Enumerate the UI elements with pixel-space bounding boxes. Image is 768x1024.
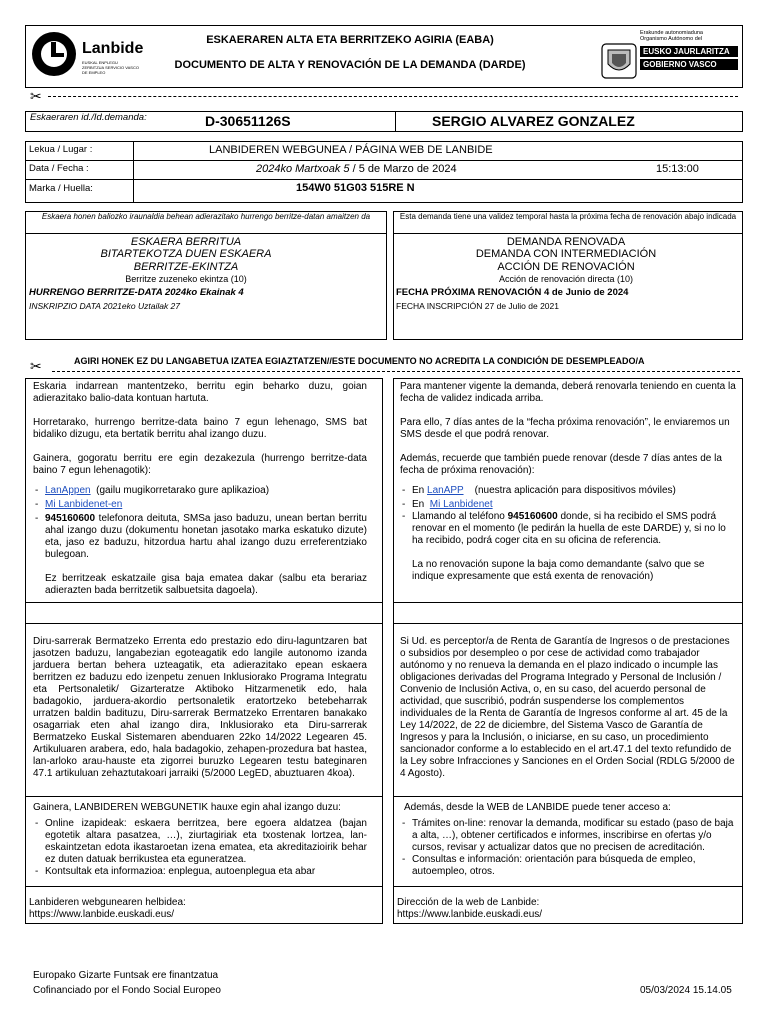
place-value: LANBIDEREN WEBGUNEA / PÁGINA WEB DE LANBIDE [209, 144, 493, 156]
gov-line1: Erakunde autonomiaduna [640, 30, 703, 36]
eu-address[interactable]: https://www.lanbide.euskadi.eus/ [29, 909, 175, 920]
es-web-section [400, 802, 736, 878]
renewal-action-es: Acción de renovación directa (10) [498, 274, 634, 284]
eu-option-lanapp: - LanAppen (gailu mugikorretarako gure aplikazioa) [33, 485, 367, 497]
milanbidenet-link-eu[interactable]: Mi Lanbidenet-en [45, 499, 123, 510]
lanbide-logo [30, 28, 144, 84]
time-value: 15:13:00 [656, 163, 699, 175]
es-option-phone: - Llamando al teléfono 945160600 donde, si ha recibido el SMS podrá renovar en el momento (le pedirán la huella de este DARDE) y, si no lo ha recibido, podrá coger cita en su oficina de referencia. [400, 511, 736, 547]
scissors-icon: ✂ [30, 88, 42, 104]
eu-paragraph-2: Horretarako, hurrengo berritze-data baino 7 egun lehenago, SMS bat bidaliko dizugu, eta bertatik berritu ahal izango duzu. [33, 417, 367, 440]
eu-renew-options [33, 485, 367, 561]
scissors-icon-2: ✂ [30, 358, 42, 374]
date-es: / 5 de Marzo de 2024 [349, 163, 457, 175]
date-eu: 2024ko Martxoak 5 [256, 163, 350, 175]
renewal-next-date-es: FECHA PRÓXIMA RENOVACIÓN 4 de Junio de 2024 [396, 287, 629, 298]
footer-timestamp: 05/03/2024 15.14.05 [640, 985, 732, 996]
eu-option-milanbidenet [33, 499, 367, 511]
lanapp-link-es[interactable]: LanAPP [427, 485, 464, 496]
eu-web-consult: - Kontsultak eta informazioa: enplegua, autoenplegua eta abar [33, 866, 367, 878]
title-eu: ESKAERAREN ALTA ETA BERRITZEKO AGIRIA (EABA) [206, 34, 494, 46]
mark-value: 154W0 51G03 515RE N [296, 182, 415, 194]
footer-line-1: Europako Gizarte Funtsak ere finantzatua [33, 970, 219, 981]
eu-paragraph-4: Ez berritzeak eskatzaile gisa baja ematea dakar (salbu eta berariaz adierazten bada berritzetik salbuetsita dagoela). [45, 573, 367, 596]
renewal-status1-es: DEMANDA RENOVADA [506, 236, 626, 248]
renewal-note-eu: Eskaera honen baliozko iraunaldia behean adierazitako hurrengo berritze-datan amaitzen da [41, 212, 371, 221]
renewal-note-es: Esta demanda tiene una validez temporal hasta la próxima fecha de renovación abajo indicada [399, 212, 737, 221]
es-paragraph-3: Además, recuerde que también puede renovar (desde 7 días antes de la fecha de próxima renovación): [400, 453, 722, 476]
date-label: Data / Fecha : [29, 163, 89, 174]
demand-id-label: Eskaeraren id./Id.demanda: [30, 112, 147, 123]
date-value [256, 163, 457, 175]
es-paragraph-6: Además, desde la WEB de LANBIDE puede tener acceso a: [404, 802, 671, 813]
demand-id-value: D-30651126S [205, 113, 291, 129]
cut-line-top [30, 90, 738, 102]
renewal-status3-eu: BERRITZE-EKINTZA [133, 261, 239, 273]
renewal-status2-eu: BITARTEKOTZA DUEN ESKAERA [100, 248, 272, 260]
gov-line2: Organismo Autónomo del [640, 36, 703, 42]
eu-paragraph-3: Gainera, gogoratu berritu ere egin dezakezula (hurrengo berritze-data baino 7 egun lehenagotik): [33, 453, 367, 476]
applicant-name: SERGIO ALVAREZ GONZALEZ [432, 113, 635, 129]
es-web-options [400, 818, 736, 878]
renewal-next-date-eu: HURRENGO BERRITZE-DATA 2024ko Ekainak 4 [29, 287, 244, 298]
eu-paragraph-5: Diru-sarrerak Bermatzeko Errenta edo prestazio edo diru-laguntzaren bat jasotzen baduzu, langabezian egoteagatik edo langile autonomo izanda jarduera bertan behera uzteagatik, eta adierazitako epean eskaera berritzen ez baduzu edo izenpetu zenuen Inklusiorako Programa Integratu eta Pertsonaletik/ Gizarteratze Aktiboko Hitzarmenetik edo, hala badagokio, jarduera-akordio pertsonaletik eratortzeko betebeharrak urratzen baldin badituzu, Diru-sarrerak Bermatzeko Errentaren banakako osagarriak eten ahal izango dira, Inklusiorako eta Diru-sarrerak Bermatzeko Euskal Sistemaren abenduaren 22ko 14/2022 Legearen 45. Artikuluaren arabera, edo, hala badagokio, zehapen-prozedura bat hastea, lan-arloko arau-hauste eta zigorrei buruzko Legearen testu bateginaren 47.1 artikuluan zehaztutakoari jarraiki (5/2000 LegED, abuztuaren 4koa). [33, 636, 367, 779]
footer-line-2: Cofinanciado por el Fondo Social Europeo [33, 985, 221, 996]
logo-text: Lanbide [82, 40, 144, 57]
eu-web-online: - Online izapideak: eskaera berritzea, bere egoera aldatzea (bajan egotetik altara pasatzea, …), ziurtagiriak eta txostenak lortzea, lan-eskaintzetan edota ikastaroetan izena ematea, eta akreditazioirik behar ez duten datuak berrikustea eta eguneratzea. [33, 818, 367, 866]
phone-number-es: 945160600 [507, 511, 558, 522]
es-paragraph-4: La no renovación supone la baja como demandante (salvo que se indique expresamente que está exenta de renovación) [412, 559, 705, 582]
lanbide-logo-icon [30, 30, 78, 78]
renewal-status3-es: ACCIÓN DE RENOVACIÓN [497, 261, 635, 273]
place-label: Lekua / Lugar : [29, 144, 93, 155]
eu-web-section [33, 802, 367, 878]
eu-paragraph-6: Gainera, LANBIDEREN WEBGUNETIK hauxe egin ahal izango duzu: [33, 802, 341, 813]
es-web-consult: - Consultas e información: orientación para búsqueda de empleo, autoempleo, otros. [400, 854, 736, 878]
eu-address-label: Lanbideren webgunearen helbidea: [29, 897, 186, 908]
eu-web-options [33, 818, 367, 878]
es-web-online: - Trámites on-line: renovar la demanda, modificar su estado (paso de baja a alta, …), obtener certificados e informes, inscribirse en ofertas y/o cursos, revisar y actualizar datos que no precisen de acreditación. [400, 818, 736, 854]
renewal-status2-es: DEMANDA CON INTERMEDIACIÓN [475, 248, 657, 260]
milanbidenet-link-es[interactable]: Mi Lanbidenet [429, 499, 493, 510]
renewal-status1-eu: ESKAERA BERRITUA [130, 236, 242, 248]
es-paragraph-2: Para ello, 7 días antes de la “fecha próxima renovación”, le enviaremos un SMS desde el que podrá renovar. [400, 417, 730, 440]
es-paragraph-5: Si Ud. es perceptor/a de Renta de Garantía de Ingresos o de prestaciones o subsidios por desempleo o por cese de actividad como trabajador autónomo y no renueva la demanda en el plazo indicado o incumple las obligaciones derivadas del Programa Integrado y Personal de Inclusión / Convenio de Inclusión Activa, o, en su caso, del acuerdo personal de actividad, que suscribió, podrán suspenderse los complementos individuales de la Renta de Garantía de Ingresos conforme al art. 45 de la Ley 14/2022, de 22 de diciembre, del Sistema Vasco de Garantía de Ingresos y para la Inclusión, o iniciarse, en su caso, un procedimiento sancionador conforme a lo establecido en el art.47.1 del texto refundido de la Ley sobre Infracciones y Sanciones en el Orden Social (RDLG 5/2000 de 4 Agosto). [400, 636, 735, 779]
eu-paragraph-1: Eskaria indarrean mantentzeko, berritu egin beharko duzu, goian adierazitako balio-data kontuan hartuta. [33, 381, 367, 404]
title-es: DOCUMENTO DE ALTA Y RENOVACIÓN DE LA DEMANDA (DARDE) [174, 59, 526, 71]
es-renew-options [400, 485, 736, 547]
es-address[interactable]: https://www.lanbide.euskadi.eus/ [397, 909, 543, 920]
es-option-milanbidenet: - En Mi Lanbidenet [400, 499, 736, 511]
es-paragraph-1: Para mantener vigente la demanda, deberá renovarla teniendo en cuenta la fecha de validez indicada arriba. [400, 381, 736, 404]
logo-subtext: EUSKAL ENPLEGU ZERBITZUA SERVICIO VASCO DE EMPLEO [82, 60, 139, 75]
mark-label: Marka / Huella: [29, 183, 93, 194]
eu-option-phone: - 945160600 telefonora deituta, SMSa jaso baduzu, unean bertan berritu ahal izango duzu (dokumentu honetan jasotako marka eskatuko dizute) eta, jaso ez baduzu, hitzordua hartu ahal izango duzu erreferentziako bulegoan. [33, 513, 367, 561]
renewal-action-eu: Berritze zuzeneko ekintza (10) [125, 274, 247, 284]
notice-cut-line [30, 354, 740, 378]
es-option-lanapp: - En LanAPP (nuestra aplicación para dispositivos móviles) [400, 485, 736, 497]
renewal-insc-date-eu: INSKRIPZIO DATA 2021eko Uztailak 27 [29, 301, 181, 311]
renewal-insc-date-es: FECHA INSCRIPCIÓN 27 de Julio de 2021 [396, 301, 559, 311]
gov-name2: GOBIERNO VASCO [640, 59, 738, 70]
lanapp-link-eu[interactable]: LanAppen [45, 485, 91, 496]
phone-number-eu: 945160600 [45, 513, 96, 524]
eu-text-section-1 [33, 381, 367, 597]
gobierno-vasco-logo [598, 30, 740, 82]
gov-name1: EUSKO JAURLARITZA [640, 46, 738, 57]
es-address-label: Dirección de la web de Lanbide: [397, 897, 540, 908]
gov-shield-icon [600, 42, 638, 80]
notice-text: AGIRI HONEK EZ DU LANGABETUA IZATEA EGIAZTATZEN//ESTE DOCUMENTO NO ACREDITA LA CONDICIÓN DE DESEMPLEADO/A [74, 356, 645, 366]
es-text-section-1 [400, 381, 736, 583]
